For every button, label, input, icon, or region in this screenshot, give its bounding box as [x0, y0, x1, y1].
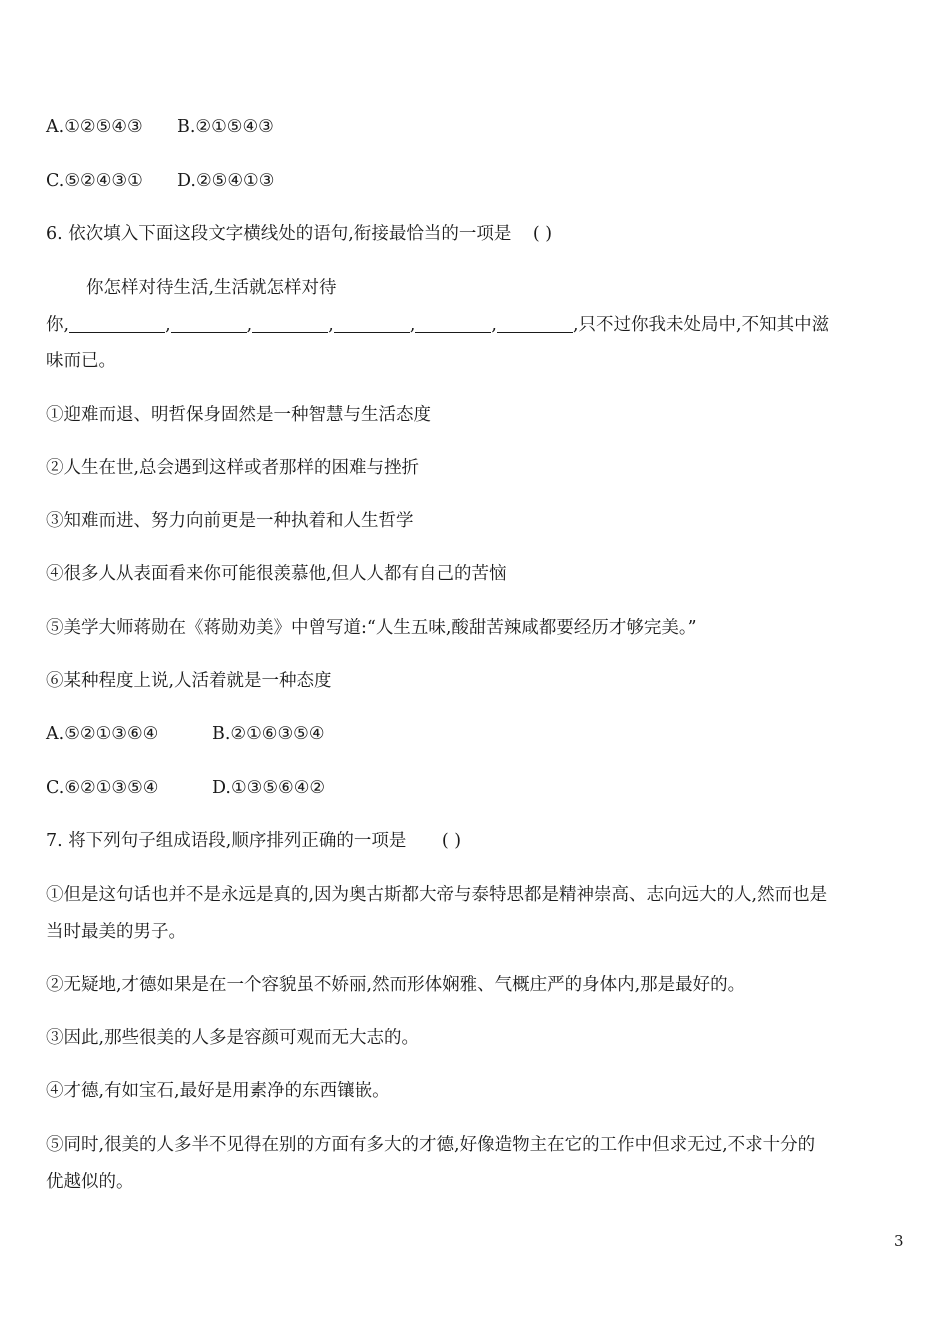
- q6-passage-prefix: 你,: [46, 315, 70, 335]
- q6-passage-line-2: [46, 314, 829, 336]
- q6-option-b: B.②①⑥③⑤④: [212, 724, 325, 744]
- q6-passage-line-1: 你怎样对待生活,生活就怎样对待: [86, 278, 337, 298]
- q7-item-1-line-1: ①但是这句话也并不是永远是真的,因为奥古斯都大帝与泰特思都是精神崇高、志向远大的人,然而也是: [46, 885, 828, 905]
- q6-blank-2: [171, 314, 247, 333]
- q6-passage-line-3: 味而已。: [46, 351, 116, 371]
- q5-option-d: D.②⑤④①③: [177, 171, 275, 191]
- q6-separator: ,: [246, 315, 253, 335]
- q6-blank-1: [69, 314, 165, 333]
- q6-option-d: D.①③⑤⑥④②: [212, 778, 326, 798]
- q6-item-2: ②人生在世,总会遇到这样或者那样的困难与挫折: [46, 458, 420, 478]
- q7-stem: [46, 830, 461, 852]
- q6-options-row-2: [46, 777, 325, 799]
- q5-options-row-2: [46, 170, 274, 192]
- q5-option-b: B.②①⑤④③: [177, 117, 274, 137]
- q6-stem: [46, 223, 552, 245]
- q7-item-3: ③因此,那些很美的人多是容颜可观而无大志的。: [46, 1028, 420, 1048]
- q6-item-6: ⑥某种程度上说,人活着就是一种态度: [46, 671, 332, 691]
- q7-item-2: ②无疑地,才德如果是在一个容貌虽不娇丽,然而形体娴雅、气概庄严的身体内,那是最好的。: [46, 975, 746, 995]
- page-number: 3: [894, 1232, 904, 1250]
- q7-item-5-line-2: 优越似的。: [46, 1172, 134, 1192]
- q6-separator: ,: [409, 315, 416, 335]
- q6-options-row-1: [46, 723, 325, 745]
- q6-passage-suffix: ,只不过你我未处局中,不知其中滋: [572, 315, 830, 335]
- q6-separator: ,: [491, 315, 497, 335]
- q6-item-4: ④很多人从表面看来你可能很羡慕他,但人人都有自己的苦恼: [46, 564, 507, 584]
- q7-item-5-line-1: ⑤同时,很美的人多半不见得在别的方面有多大的才德,好像造物主在它的工作中但求无过,不求十分的: [46, 1135, 816, 1155]
- q5-option-a: A.①②⑤④③: [46, 117, 143, 137]
- q6-option-c: C.⑥②①③⑤④: [46, 778, 159, 798]
- q6-item-5: ⑤美学大师蒋勋在《蒋勋劝美》中曾写道:“人生五味,酸甜苦辣咸都要经历才够完美。”: [46, 618, 697, 638]
- q6-item-3: ③知难而进、努力向前更是一种执着和人生哲学: [46, 511, 414, 531]
- q6-blank-3: [252, 314, 328, 333]
- q7-item-4: ④才德,有如宝石,最好是用素净的东西镶嵌。: [46, 1081, 390, 1101]
- q7-answer-parentheses: ( ): [441, 831, 462, 851]
- q6-blank-5: [415, 314, 491, 333]
- q5-options-row-1: [46, 116, 274, 138]
- q6-blank-6: [497, 314, 573, 333]
- q6-separator: ,: [328, 315, 334, 335]
- q6-item-1: ①迎难而退、明哲保身固然是一种智慧与生活态度: [46, 405, 431, 425]
- q6-blank-4: [334, 314, 410, 333]
- q5-option-c: C.⑤②④③①: [46, 171, 143, 191]
- q7-item-1-line-2: 当时最美的男子。: [46, 922, 186, 942]
- q6-answer-parentheses: ( ): [532, 224, 553, 244]
- q6-option-a: A.⑤②①③⑥④: [46, 724, 159, 744]
- q7-stem-text: 7. 将下列句子组成语段,顺序排列正确的一项是: [46, 831, 407, 851]
- q6-stem-text: 6. 依次填入下面这段文字横线处的语句,衔接最恰当的一项是: [46, 224, 512, 244]
- q6-separator: ,: [165, 315, 171, 335]
